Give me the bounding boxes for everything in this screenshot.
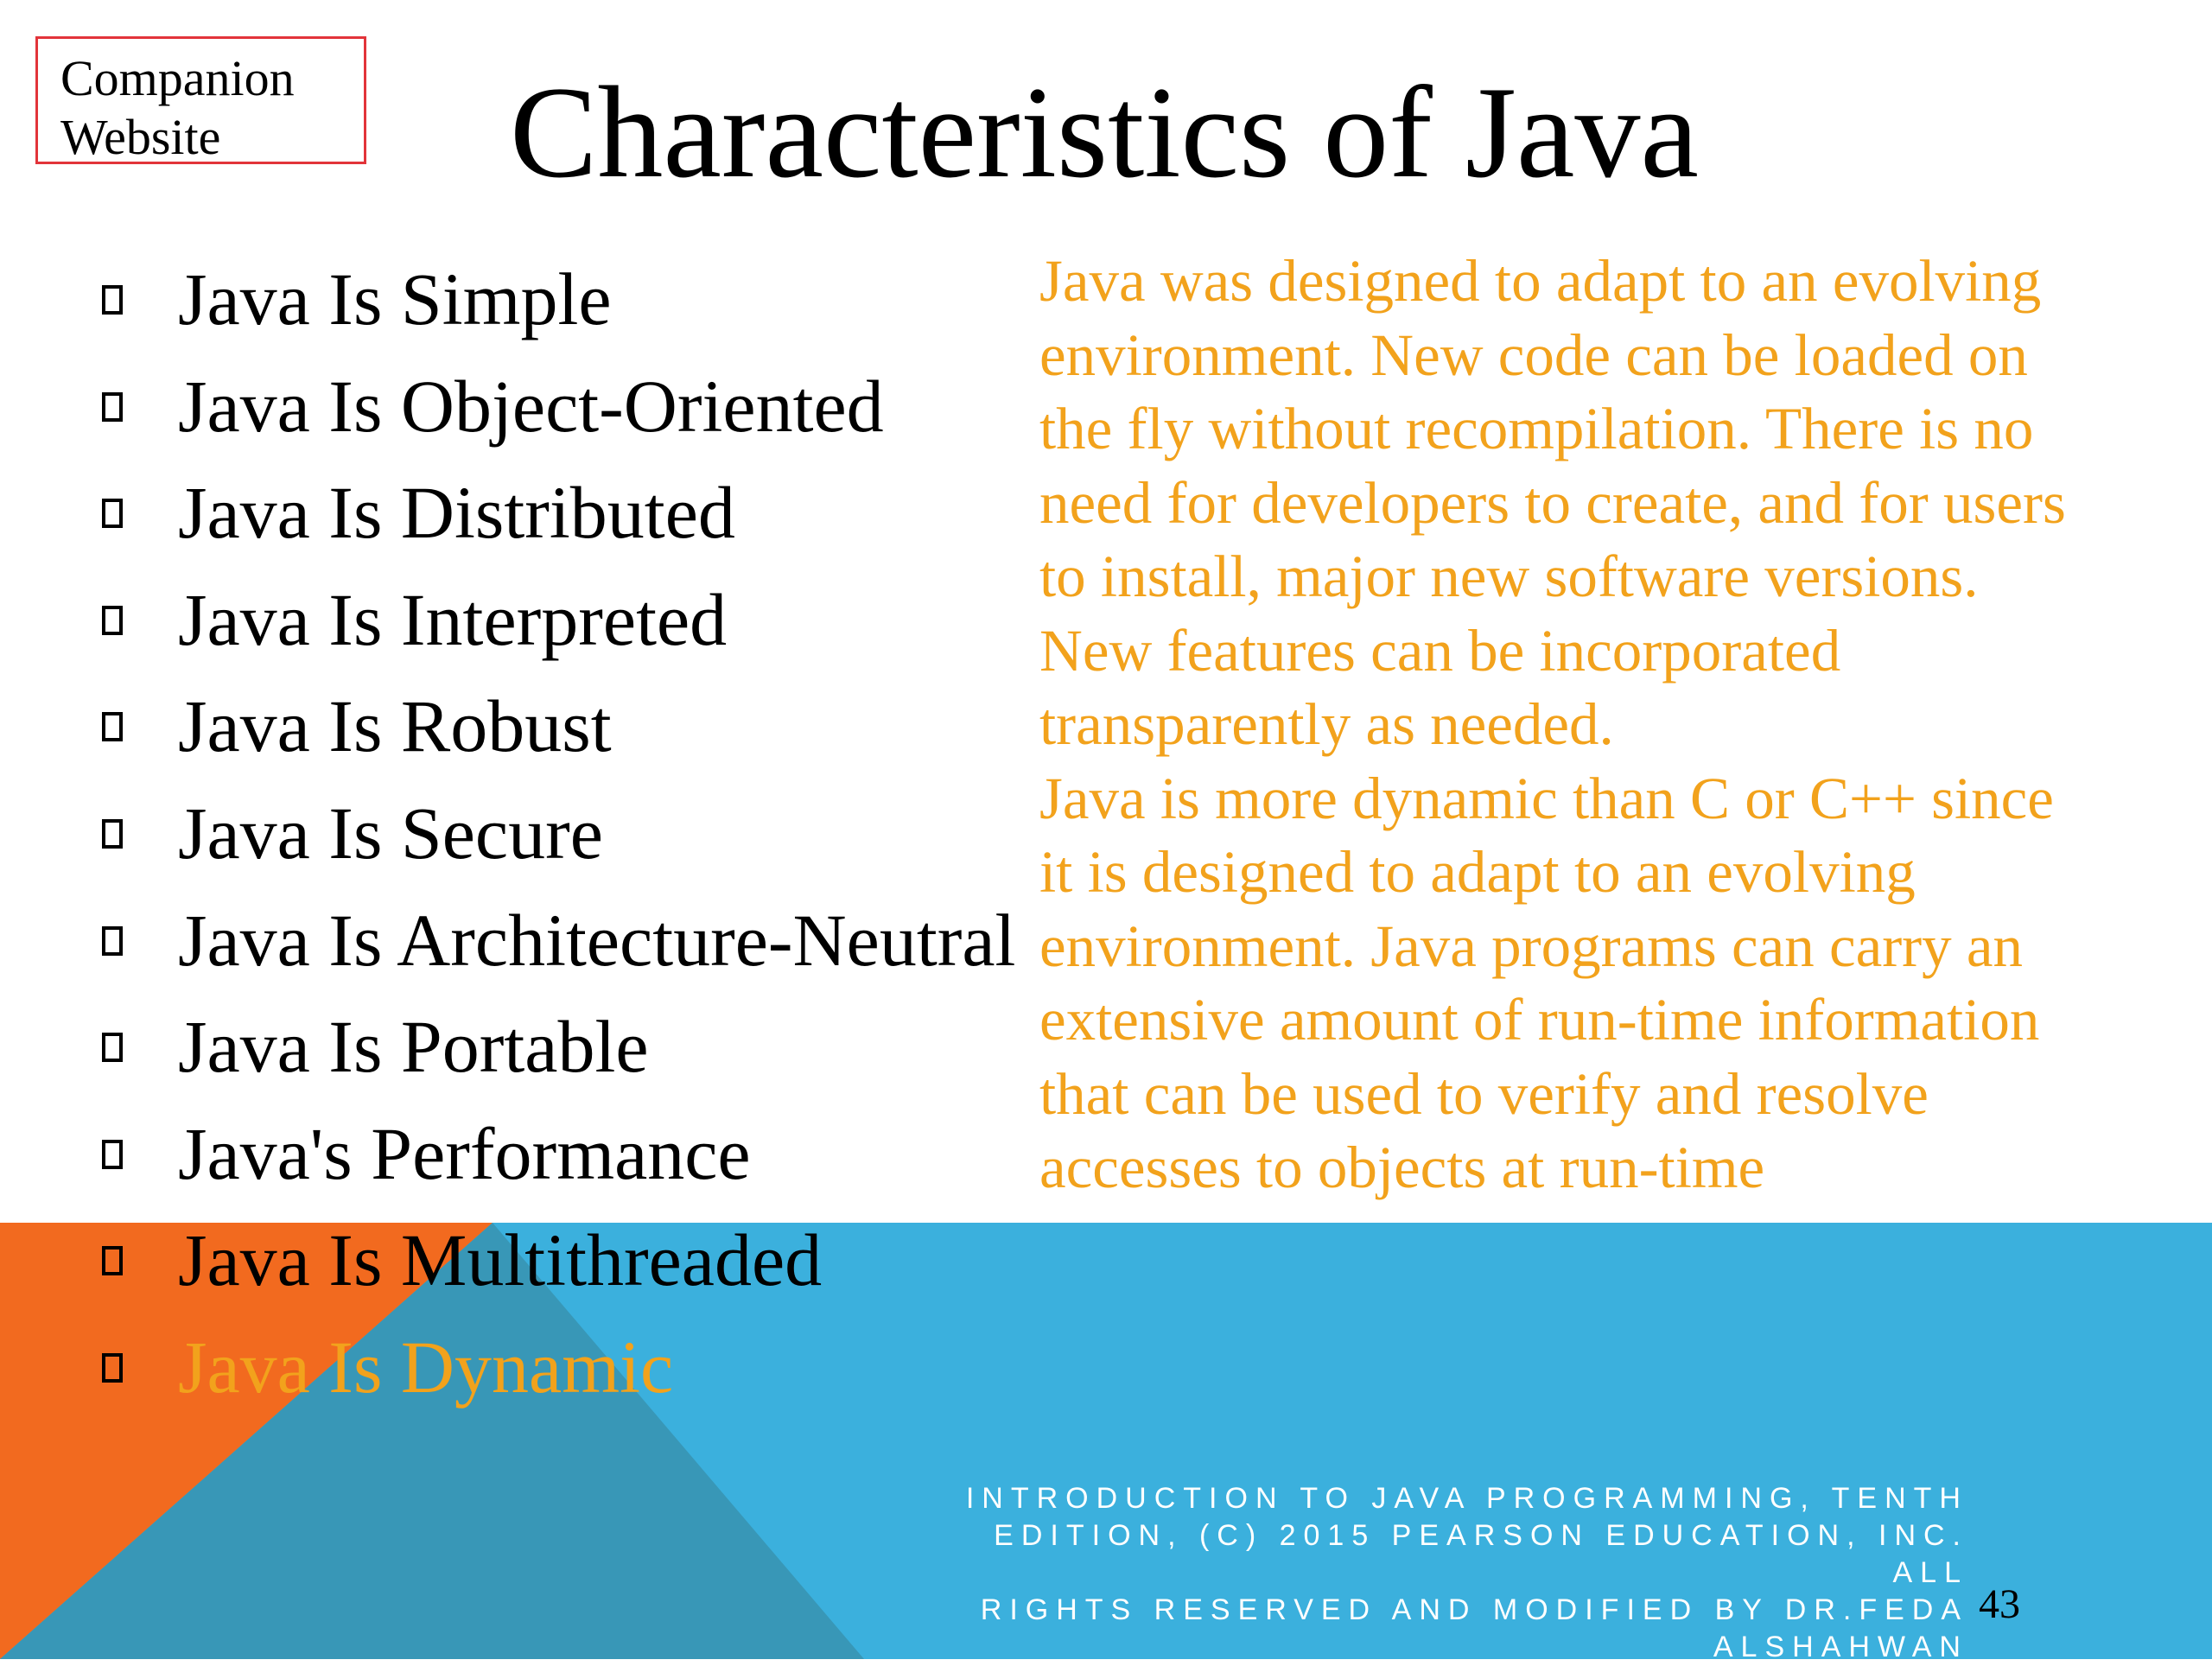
bullet-square-icon [102, 499, 123, 528]
bullet-label: Java's Performance [178, 1112, 751, 1195]
bullet-square-icon [102, 819, 123, 849]
bullet-label: Java Is Portable [178, 1005, 649, 1088]
bullet-square-icon [102, 1246, 123, 1275]
bullet-square-icon [102, 926, 123, 956]
bullet-square-icon [102, 1033, 123, 1062]
bullet-square-icon [102, 1353, 123, 1383]
companion-label-line1: Companion [60, 50, 295, 106]
bullet-label: Java Is Robust [178, 684, 612, 767]
bullet-square-icon [102, 712, 123, 741]
bullet-label: Java Is Simple [178, 258, 612, 340]
bullet-label: Java Is Distributed [178, 471, 735, 554]
companion-label-line2: Website [60, 109, 221, 165]
bullet-label: Java Is Object-Oriented [178, 365, 884, 448]
bullet-square-icon [102, 392, 123, 422]
bullet-label: Java Is Architecture-Neutral [178, 899, 1016, 982]
companion-website-box [35, 36, 366, 164]
page-number: 43 [1979, 1581, 2020, 1627]
bullet-label: Java Is Multithreaded [178, 1218, 823, 1301]
bullet-label: Java Is Dynamic [178, 1326, 674, 1408]
bullet-label: Java Is Interpreted [178, 578, 728, 661]
bullet-square-icon [102, 1140, 123, 1169]
dynamic-description: Java was designed to adapt to an evolving environment. New code can be loaded on the fly without recompilation. There is no need for developers to create, and for users to install, major new software versions. New features can be incorporated transparently as needed. Java is more dynamic than C or C++ since it is designed to adapt to an evolving environment. Java programs can carry an extensive amount of run-time information that can be used to verify and resolve accesses to objects at run-time [1039, 248, 2066, 1200]
slide-title: Characteristics of Java [510, 60, 1699, 205]
footer-copyright: INTRODUCTION TO JAVA PROGRAMMING, TENTH EDITION, (C) 2015 PEARSON EDUCATION, INC. ALL RIGHTS RESERVED AND MODIFIED BY DR.FEDA ALSHAHWAN [965, 1482, 1968, 1663]
bullet-square-icon [102, 285, 123, 315]
bullet-square-icon [102, 606, 123, 635]
bullet-label: Java Is Secure [178, 792, 603, 874]
